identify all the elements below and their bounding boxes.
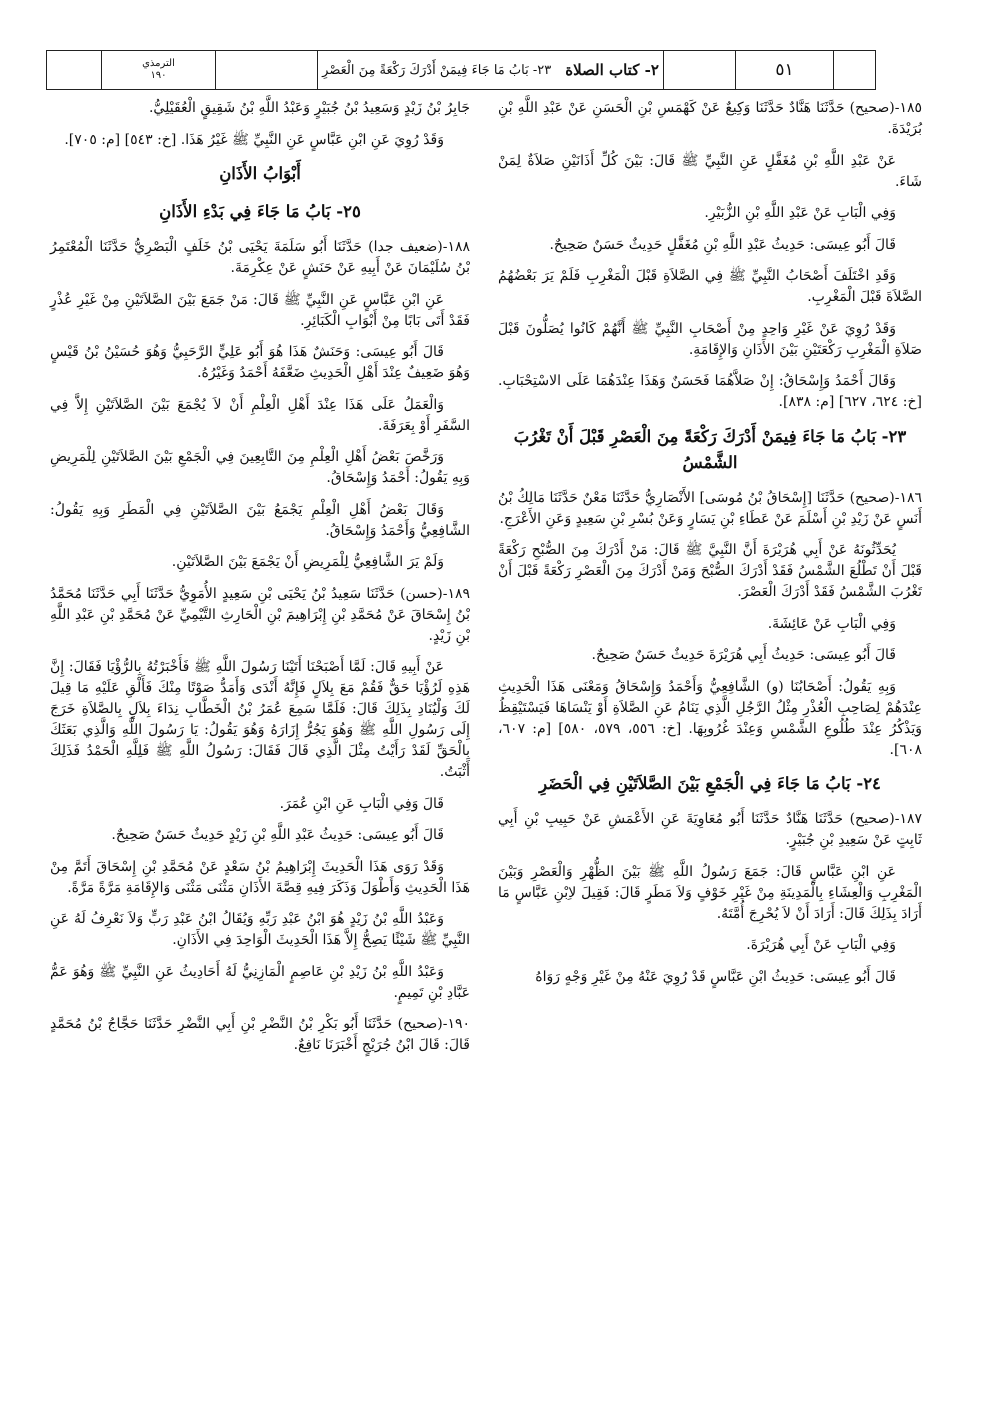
paragraph: وَلَمْ يَرَ الشَّافِعِيُّ لِلْمَرِيضِ أَنْ يَجْمَعَ بَيْنَ الصَّلاَتَيْنِ. (171, 554, 444, 570)
paragraph: قَالَ أَبُو عِيسَى: حَدِيثُ عَبْدِ اللَّهِ بْنِ مُغَفَّلٍ حَدِيثٌ حَسَنٌ صَحِيحٌ. (549, 236, 896, 253)
paragraph: عَنِ ابْنِ عَبَّاسٍ قَالَ: جَمَعَ رَسُولُ اللَّهِ ﷺ بَيْنَ الظُّهْرِ وَالْعَصْرِ وَبَيْنَ الْمَغْرِبِ وَالْعِشَاءِ بِالْمَدِينَةِ مِنْ غَيْرِ خَوْفٍ وَلاَ مَطَرٍ قَالَ: فَقِيلَ لاِبْنِ عَبَّاسٍ مَا أَرَادَ بِذَلِكَ قَالَ: أَرَادَ أَنْ لاَ يُحْرِجَ أُمَّتَهُ. (498, 863, 922, 922)
paragraph: وَبِهِ يَقُولُ: أَصْحَابُنَا (و) الشَّافِعِيُّ وَأَحْمَدُ وَإِسْحَاقُ وَمَعْنَى هَذَا الْحَدِيثِ عِنْدَهُمْ لِصَاحِبِ الْعُذْرِ مِثْلُ الرَّجُلِ الَّذِي يَنَامُ عَنِ الصَّلاَةِ أَوْ يَنْسَاهَا فَيَسْتَيْقِظُ وَيَذْكُرُ عِنْدَ طُلُوعِ الشَّمْسِ وَعِنْدَ غُرُوبِهَا. [خ: ٥٥٦، ٥٧٩، ٥٨٠] [م: ٦٠٧، ٦٠٨]. (498, 678, 922, 758)
chapter-title: ٢٣- بَابُ مَا جَاءَ فِيمَنْ أَدْرَكَ رَكْعَةً مِنَ الْعَصْرِ (322, 62, 552, 78)
paragraph: وَرَخَّصَ بَعْضُ أَهْلِ الْعِلْمِ مِنَ التَّابِعِينَ فِي الْجَمْعِ بَيْنَ الصَّلاَتَيْنِ لِلْمَرِيضِ وَبِهِ يَقُولُ: أَحْمَدُ وَإِسْحَاقُ. (50, 449, 470, 486)
paragraph: وَالْعَمَلُ عَلَى هَذَا عِنْدَ أَهْلِ الْعِلْمِ أَنْ لاَ يُجْمَعَ بَيْنَ الصَّلاَتَيْنِ إِلاَّ فِي السَّفَرِ أَوْ بِعَرَفَةَ. (50, 396, 470, 434)
paragraph: قَالَ أَبُو عِيسَى: حَدِيثُ أَبِي هُرَيْرَةَ حَدِيثٌ حَسَنٌ صَحِيحٌ. (591, 647, 896, 663)
header-cell-blank (47, 51, 101, 89)
paragraph: قَالَ أَبُو عِيسَى: حَدِيثُ عَبْدِ اللَّهِ بْنِ زَيْدٍ حَدِيثٌ حَسَنٌ صَحِيحٌ. (111, 827, 444, 843)
paragraph: ١٨٦-(صحيح) حَدَّثَنَا [إِسْحَاقُ بْنُ مُوسَى] الأَنْصَارِيُّ حَدَّثَنَا مَعْنٌ حَدَّثَنَا مَالِكُ بْنُ أَنَسٍ عَنْ زَيْدِ بْنِ أَسْلَمَ عَنْ عَطَاءِ بْنِ يَسَارٍ وَعَنْ بُسْرِ بْنِ سَعِيدٍ وَعَنِ الأَعْرَجِ. (498, 489, 922, 527)
left-column (50, 98, 470, 1067)
book-title: ٢- كتاب الصلاة (565, 61, 659, 79)
paragraph: وَعَبْدُ اللَّهِ بْنُ زَيْدِ بْنِ عَاصِمٍ الْمَازِنِيُّ لَهُ أَحَادِيثُ عَنِ النَّبِيِّ ﷺ وَهُوَ عَمُّ عَبَّادِ بْنِ تَمِيمٍ. (50, 963, 470, 1001)
page-header (46, 50, 876, 90)
paragraph: وَقَدِ اخْتَلَفَ أَصْحَابُ النَّبِيِّ ﷺ فِي الصَّلاَةِ قَبْلَ الْمَغْرِبِ فَلَمْ يَرَ بَعْضُهُمُ الصَّلاَةَ قَبْلَ الْمَغْرِبِ. (498, 268, 922, 305)
paragraph: عَنْ عَبْدِ اللَّهِ بْنِ مُغَفَّلٍ عَنِ النَّبِيِّ ﷺ قَالَ: بَيْنَ كُلِّ أَذَانَيْنِ صَلاَةٌ لِمَنْ شَاءَ. (498, 152, 922, 190)
header-titles (317, 51, 663, 89)
paragraph: وَفِي الْبَابِ عَنْ عَائِشَةَ. (767, 615, 896, 632)
paragraph: وَعَبْدُ اللَّهِ بْنُ زَيْدٍ هُوَ ابْنُ عَبْدِ رَبِّهِ وَيُقَالُ ابْنُ عَبْدِ رَبٍّ وَلاَ نَعْرِفُ لَهُ عَنِ النَّبِيِّ ﷺ شَيْئًا يَصِحُّ إِلاَّ هَذَا الْحَدِيثَ الْوَاحِدَ فِي الأَذَانِ. (50, 911, 470, 948)
paragraph: يُحَدِّثُونَهُ عَنْ أَبِي هُرَيْرَةَ أَنَّ النَّبِيَّ ﷺ قَالَ: مَنْ أَدْرَكَ مِنَ الصُّبْحِ رَكْعَةً قَبْلَ أَنْ تَطْلُعَ الشَّمْسُ فَقَدْ أَدْرَكَ الصُّبْحَ وَمَنْ أَدْرَكَ مِنَ الْعَصْرِ رَكْعَةً قَبْلَ أَنْ تَغْرُبَ الشَّمْسُ فَقَدْ أَدْرَكَ الْعَصْرَ. (498, 542, 922, 600)
chapter-heading: ٢٣- بَابُ مَا جَاءَ فِيمَنْ أَدْرَكَ رَكْعَةً مِنَ الْعَصْرِ قَبْلَ أَنْ تَغْرُبَ الشَّمْسُ (513, 426, 907, 472)
chapter-heading: أَبْوَابُ الأَذَانِ (219, 164, 301, 183)
paragraph: وَقَدْ رُوِيَ عَنْ غَيْرِ وَاحِدٍ مِنْ أَصْحَابِ النَّبِيِّ ﷺ أَنَّهُمْ كَانُوا يُصَلُّونَ قَبْلَ صَلاَةِ الْمَغْرِبِ رَكْعَتَيْنِ بَيْنَ الأَذَانِ وَالإِقَامَةِ. (498, 320, 922, 358)
header-source (101, 51, 215, 89)
paragraph: ١٨٨-(ضعيف جدا) حَدَّثَنَا أَبُو سَلَمَةَ يَحْيَى بْنُ خَلَفٍ الْبَصْرِيُّ حَدَّثَنَا الْمُعْتَمِرُ بْنُ سُلَيْمَانَ عَنْ أَبِيهِ عَنْ حَنَشٍ عَنْ عِكْرِمَةَ. (50, 239, 470, 276)
paragraph: جَابِرُ بْنُ زَيْدٍ وَسَعِيدُ بْنُ جُبَيْرٍ وَعَبْدُ اللَّهِ بْنُ شَقِيقٍ الْعُقَيْلِيُّ. (148, 100, 470, 116)
paragraph: ١٨٩-(حسن) حَدَّثَنَا سَعِيدُ بْنُ يَحْيَى بْنِ سَعِيدٍ الأُمَوِيُّ حَدَّثَنَا أَبِي حَدَّثَنَا مُحَمَّدُ بْنُ إِسْحَاقَ عَنْ مُحَمَّدِ بْنِ إِبْرَاهِيمَ بْنِ الْحَارِثِ التَّيْمِيِّ عَنْ مُحَمَّدِ بْنِ عَبْدِ اللَّهِ بْنِ زَيْدٍ. (50, 585, 470, 644)
header-cell-blank (833, 51, 875, 89)
paragraph: وَقَدْ رُوِيَ عَنِ ابْنِ عَبَّاسٍ عَنِ النَّبِيِّ ﷺ غَيْرُ هَذَا. [خ: ٥٤٣] [م: ٧٠٥]. (64, 131, 444, 148)
paragraph: قَالَ وَفِي الْبَابِ عَنِ ابْنِ عُمَرَ. (279, 795, 444, 812)
paragraph: وَقَالَ بَعْضُ أَهْلِ الْعِلْمِ يَجْمَعُ بَيْنَ الصَّلاَتَيْنِ فِي الْمَطَرِ وَبِهِ يَقُولُ: الشَّافِعِيُّ وَأَحْمَدُ وَإِسْحَاقُ. (50, 501, 470, 539)
paragraph: ١٨٥-(صحيح) حَدَّثَنَا هَنَّادٌ حَدَّثَنَا وَكِيعٌ عَنْ كَهْمَسِ بْنِ الْحَسَنِ عَنْ عَبْدِ اللَّهِ بْنِ بُرَيْدَةَ. (498, 100, 922, 137)
paragraph: وَفِي الْبَابِ عَنْ عَبْدِ اللَّهِ بْنِ الزُّبَيْرِ. (704, 205, 896, 221)
paragraph: ١٩٠-(صحيح) حَدَّثَنَا أَبُو بَكْرِ بْنُ النَّضْرِ بْنِ أَبِي النَّضْرِ حَدَّثَنَا حَجَّاجُ بْنُ مُحَمَّدٍ قَالَ: قَالَ ابْنُ جُرَيْجٍ أَخْبَرَنَا نَافِعٌ. (50, 1016, 470, 1053)
paragraph: عَنْ أَبِيهِ قَالَ: لَمَّا أَصْبَحْنَا أَتَيْنَا رَسُولَ اللَّهِ ﷺ فَأَخْبَرْتُهُ بِالرُّؤْيَا فَقَالَ: إِنَّ هَذِهِ لَرُؤْيَا حَقٌّ فَقُمْ مَعَ بِلاَلٍ فَإِنَّهُ أَنْدَى وَأَمَدُّ صَوْتًا مِنْكَ فَأَلْقِ عَلَيْهِ مَا قِيلَ لَكَ وَلْيُنَادِ بِذَلِكَ قَالَ: فَلَمَّا سَمِعَ عُمَرُ بْنُ الْخَطَّابِ نِدَاءَ بِلاَلٍ بِالصَّلاَةِ خَرَجَ إِلَى رَسُولِ اللَّهِ ﷺ وَهُوَ يَجُرُّ إِزَارَهُ وَهُوَ يَقُولُ: يَا رَسُولَ اللَّهِ وَالَّذِي بَعَثَكَ بِالْحَقِّ لَقَدْ رَأَيْتُ مِثْلَ الَّذِي قَالَ فَقَالَ: رَسُولُ اللَّهِ ﷺ فَلِلَّهِ الْحَمْدُ فَذَلِكَ أَثْبَتُ. (50, 659, 470, 780)
paragraph: قَالَ أَبُو عِيسَى: وَحَنَشٌ هَذَا هُوَ أَبُو عَلِيٍّ الرَّحَبِيُّ وَهُوَ حُسَيْنُ بْنُ قَيْسٍ وَهُوَ ضَعِيفٌ عِنْدَ أَهْلِ الْحَدِيثِ ضَعَّفَهُ أَحْمَدُ وَغَيْرُهُ. (50, 344, 470, 381)
paragraph: وَقَدْ رَوَى هَذَا الْحَدِيثَ إِبْرَاهِيمُ بْنُ سَعْدٍ عَنْ مُحَمَّدِ بْنِ إِسْحَاقَ أَتَمَّ مِنْ هَذَا الْحَدِيثِ وَأَطْوَلَ وَذَكَرَ فِيهِ قِصَّةَ الأَذَانِ مَثْنَى مَثْنَى وَالإِقَامَةِ مَرَّةً مَرَّةً. (50, 858, 470, 896)
header-cell-blank (663, 51, 735, 89)
paragraph: عَنِ ابْنِ عَبَّاسٍ عَنِ النَّبِيِّ ﷺ قَالَ: مَنْ جَمَعَ بَيْنَ الصَّلاَتَيْنِ مِنْ غَيْرِ عُذْرٍ فَقَدْ أَتَى بَابًا مِنْ أَبْوَابِ الْكَبَائِرِ. (50, 291, 470, 329)
paragraph: وَقَالَ أَحْمَدُ وَإِسْحَاقُ: إِنْ صَلاَّهُمَا فَحَسَنٌ وَهَذَا عِنْدَهُمَا عَلَى الاسْتِحْبَابِ. [خ: ٦٢٤، ٦٢٧] [م: ٨٣٨]. (498, 373, 922, 410)
paragraph: ١٨٧-(صحيح) حَدَّثَنَا هَنَّادٌ حَدَّثَنَا أَبُو مُعَاوِيَةَ عَنِ الأَعْمَشِ عَنْ حَبِيبِ بْنِ أَبِي ثَابِتٍ عَنْ سَعِيدِ بْنِ جُبَيْرٍ. (498, 811, 922, 848)
source-number: ١٩٠ (150, 70, 167, 81)
chapter-heading: ٢٤- بَابُ مَا جَاءَ فِي الْجَمْعِ بَيْنَ الصَّلاَتَيْنِ فِي الْحَضَرِ (539, 774, 881, 793)
chapter-heading: ٢٥- بَابُ مَا جَاءَ فِي بَدْءِ الأَذَانِ (159, 202, 361, 221)
right-column (498, 98, 922, 998)
page-number: ٥١ (735, 51, 833, 89)
source-name: الترمذي (142, 58, 175, 69)
header-cell-blank (215, 51, 317, 89)
paragraph: وَفِي الْبَابِ عَنْ أَبِي هُرَيْرَةَ. (746, 937, 896, 953)
paragraph: قَالَ أَبُو عِيسَى: حَدِيثُ ابْنِ عَبَّاسٍ قَدْ رُوِيَ عَنْهُ مِنْ غَيْرِ وَجْهٍ رَوَاهُ (535, 968, 896, 985)
